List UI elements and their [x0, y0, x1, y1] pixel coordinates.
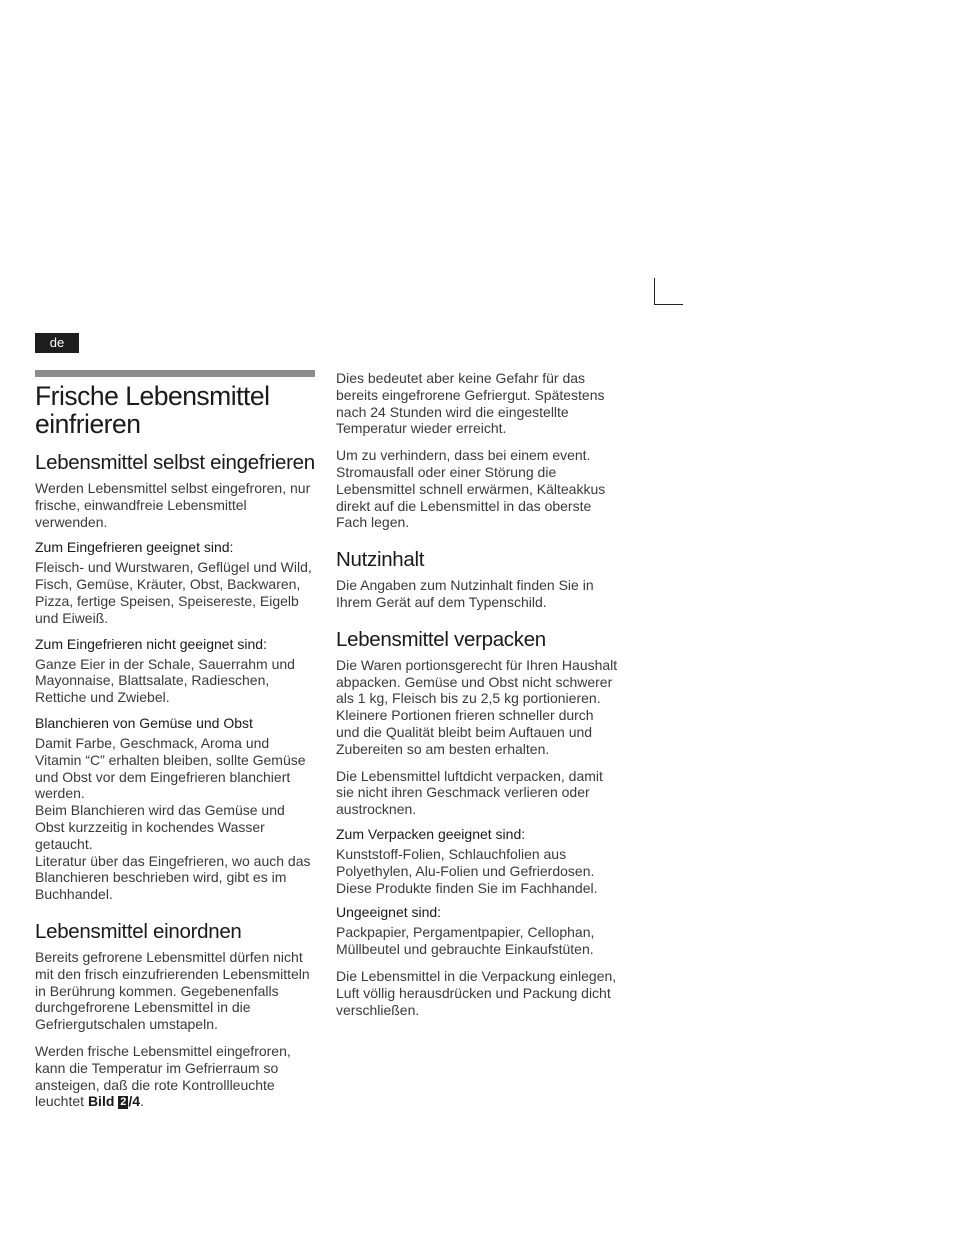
- einordnen-text-1: Bereits gefrorene Lebensmittel dürfen nicht mit den frisch einzufrierenden Lebensmitteln in Berührung kommen. Gegebenenfalls durchgefrorene Lebensmittel in die Gefriergutschalen umstapeln.: [35, 948, 310, 1033]
- figure-end: .: [140, 1093, 144, 1110]
- section-heading-nutzinhalt: Nutzinhalt: [336, 548, 425, 572]
- figure-number-badge: 2: [120, 1096, 127, 1109]
- right-column: [336, 370, 620, 1018]
- einordnen-text-2-body: Werden frische Lebensmittel eingefroren, kann die Temperatur im Gefrierraum so ansteigen, daß die rote Kontrollleuchte leuchtet: [35, 1042, 291, 1110]
- title-rule: [35, 370, 315, 377]
- pack-suitable-heading: Zum Verpacken geeignet sind:: [336, 825, 526, 842]
- figure-suffix: /4: [128, 1093, 141, 1110]
- unsuitable-text: Ganze Eier in der Schale, Sauerrahm und Mayonnaise, Blattsalate, Radieschen, Rettiche und Zwiebel.: [35, 655, 295, 706]
- right-text-2: Um zu verhindern, dass bei einem event. Stromausfall oder einer Störung die Lebensmittel schnell erwärmen, Kälteakkus direkt auf die Lebensmittel in das oberste Fach legen.: [336, 447, 606, 531]
- page-title: Frische Lebensmittel einfrieren: [35, 381, 270, 439]
- pack-unsuitable-text: Packpapier, Pergamentpapier, Cellophan, Müllbeutel und gebrauchte Einkaufstüten.: [336, 924, 595, 958]
- verpacken-text-3: Die Lebensmittel in die Verpackung einlegen, Luft völlig herausdrücken und Packung dicht verschließen.: [336, 967, 617, 1018]
- verpacken-text-1: Die Waren portionsgerecht für Ihren Haushalt abpacken. Gemüse und Obst nicht schwerer als 1 kg, Fleisch bis zu 2,5 kg portionieren. Kleinere Portionen frieren schneller durch und die Qualität bleibt beim Auftauen und Zubereiten so am besten erhalten.: [336, 656, 618, 757]
- intro-text: Werden Lebensmittel selbst eingefroren, nur frische, einwandfreie Lebensmittel verwenden.: [35, 480, 311, 530]
- crop-mark: [654, 278, 683, 305]
- section-heading-einordnen: Lebensmittel einordnen: [35, 919, 242, 943]
- pack-suitable-text: Kunststoff-Folien, Schlauchfolien aus Polyethylen, Alu-Folien und Gefrierdosen. Diese Produkte finden Sie im Fachhandel.: [336, 845, 598, 896]
- section-heading-verpacken: Lebensmittel verpacken: [336, 627, 546, 651]
- right-text-1: Dies bedeutet aber keine Gefahr für das bereits eingefrorene Gefriergut. Spätestens nach 24 Stunden wird die eingestellte Temperatur wieder erreicht.: [336, 370, 605, 437]
- figure-label: Bild: [87, 1093, 115, 1110]
- pack-unsuitable-heading: Ungeeignet sind:: [336, 904, 442, 921]
- left-column: [35, 370, 317, 1110]
- section-heading-selbst: Lebensmittel selbst eingefrieren: [35, 451, 315, 474]
- blanch-text-2: Beim Blanchieren wird das Gemüse und Obst kurzzeitig in kochendes Wasser getaucht.: [35, 802, 285, 852]
- einordnen-text-2: [35, 1043, 317, 1110]
- nutzinhalt-text: Die Angaben zum Nutzinhalt finden Sie in Ihrem Gerät auf dem Typenschild.: [336, 577, 594, 610]
- suitable-heading: Zum Eingefrieren geeignet sind:: [35, 539, 234, 556]
- blanch-text-1: Damit Farbe, Geschmack, Aroma und Vitamin “C” erhalten bleiben, sollte Gemüse und Obst vor dem Eingefrieren blanchiert werden.: [35, 734, 306, 802]
- suitable-text: Fleisch- und Wurstwaren, Geflügel und Wild, Fisch, Gemüse, Kräuter, Obst, Backwaren, Pizza, fertige Speisen, Speisereste, Eigelb und Eiweiß.: [35, 559, 312, 626]
- blanch-heading: Blanchieren von Gemüse und Obst: [35, 714, 253, 731]
- unsuitable-heading: Zum Eingefrieren nicht geeignet sind:: [35, 635, 267, 652]
- blanch-text-3: Literatur über das Eingefrieren, wo auch das Blanchieren beschrieben wird, gibt es im Buchhandel.: [35, 852, 311, 903]
- verpacken-text-2: Die Lebensmittel luftdicht verpacken, damit sie nicht ihren Geschmack verlieren oder austrocknen.: [336, 767, 603, 818]
- language-badge: de: [35, 333, 79, 353]
